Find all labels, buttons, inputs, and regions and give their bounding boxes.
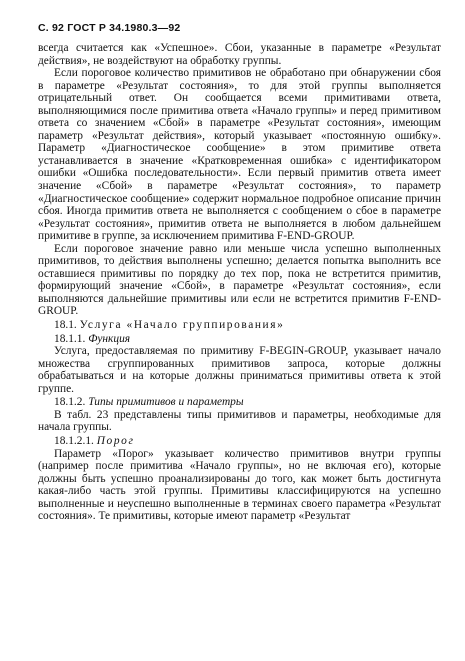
section-number: 18.1.2.1.	[54, 434, 94, 447]
paragraph: всегда считается как «Успешное». Сбои, указанные в параметре «Результат действия», не воздействуют на обработку группы.	[38, 42, 441, 67]
section-heading-18-1	[38, 319, 441, 332]
document-body	[38, 42, 441, 523]
section-heading-18-1-2-1	[38, 435, 441, 448]
paragraph: Если пороговое количество примитивов не обработано при обнаружении сбоя в параметре «Результат состояния», то для этой группы выполняется отрицательный ответ. Он сообщается всеми примитивами ответа, выполняющимися после примитива ответа «Начало группы» и перед примитивом ответа со значением «Сбой» в параметре «Результат состояния», имеющим параметр «Результат действия», который указывает «постоянную ошибку». Параметр «Диагностическое сообщение» в этом примитиве ответа устанавливается в значение «Кратковременная ошибка» с идентификатором ошибки «Ошибка последовательности». Если первый примитив ответа имеет значение «Сбой» в параметре «Результат состояния», то параметр «Диагностическое сообщение» содержит нормальное подробное описание причин сбоя. Иногда примитив ответа не выполняется с сообщением о сбое в параметре «Результат состояния», примитив ответа не выполняется в любом дальнейшем примитиве в группе, за исключением примитива F-END-GROUP.	[38, 67, 441, 243]
page-header: С. 92 ГОСТ Р 34.1980.3—92	[38, 22, 181, 34]
section-heading-18-1-2	[38, 396, 441, 409]
section-number: 18.1.2.	[54, 396, 86, 409]
paragraph: Параметр «Порог» указывает количество примитивов внутри группы (например после примитива «Начало группы», но не включая его), которые должны быть успешно проанализированы до того, как может быть достигнута какая-либо часть этой группы. Примитивы классифицируются на успешно выполненные и неуспешно выполненные в терминах своего параметра «Результат состояния». Те примитивы, которые имеют параметр «Результат	[38, 447, 441, 523]
section-number: 18.1.	[54, 319, 77, 332]
section-title: Типы примитивов и параметры	[88, 396, 244, 409]
section-title: Функция	[88, 332, 131, 345]
paragraph: В табл. 23 представлены типы примитивов и параметры, необходимые для начала группы.	[38, 408, 441, 434]
section-heading-18-1-1	[38, 333, 441, 346]
paragraph: Услуга, предоставляемая по примитиву F-BEGIN-GROUP, указывает начало множества сгруппированных примитивов запроса, которые должны обрабатываться и на которые должны приниматься примитивы ответа к этой группе.	[38, 345, 441, 395]
section-title: Услуга «Начало группирования»	[79, 319, 285, 332]
paragraph: Если пороговое значение равно или меньше числа успешно выполненных примитивов, то действия выполнены успешно; делается попытка выполнить все оставшиеся примитивы по порядку до тех пор, пока не встретится примитив, формирующий значение «Сбой», в параметре «Результат состояния», если выполняются дальнейшие примитивы или если не встретится примитив F-END-GROUP.	[38, 242, 441, 318]
section-number: 18.1.1.	[54, 332, 86, 345]
section-title: Порог	[96, 434, 135, 447]
